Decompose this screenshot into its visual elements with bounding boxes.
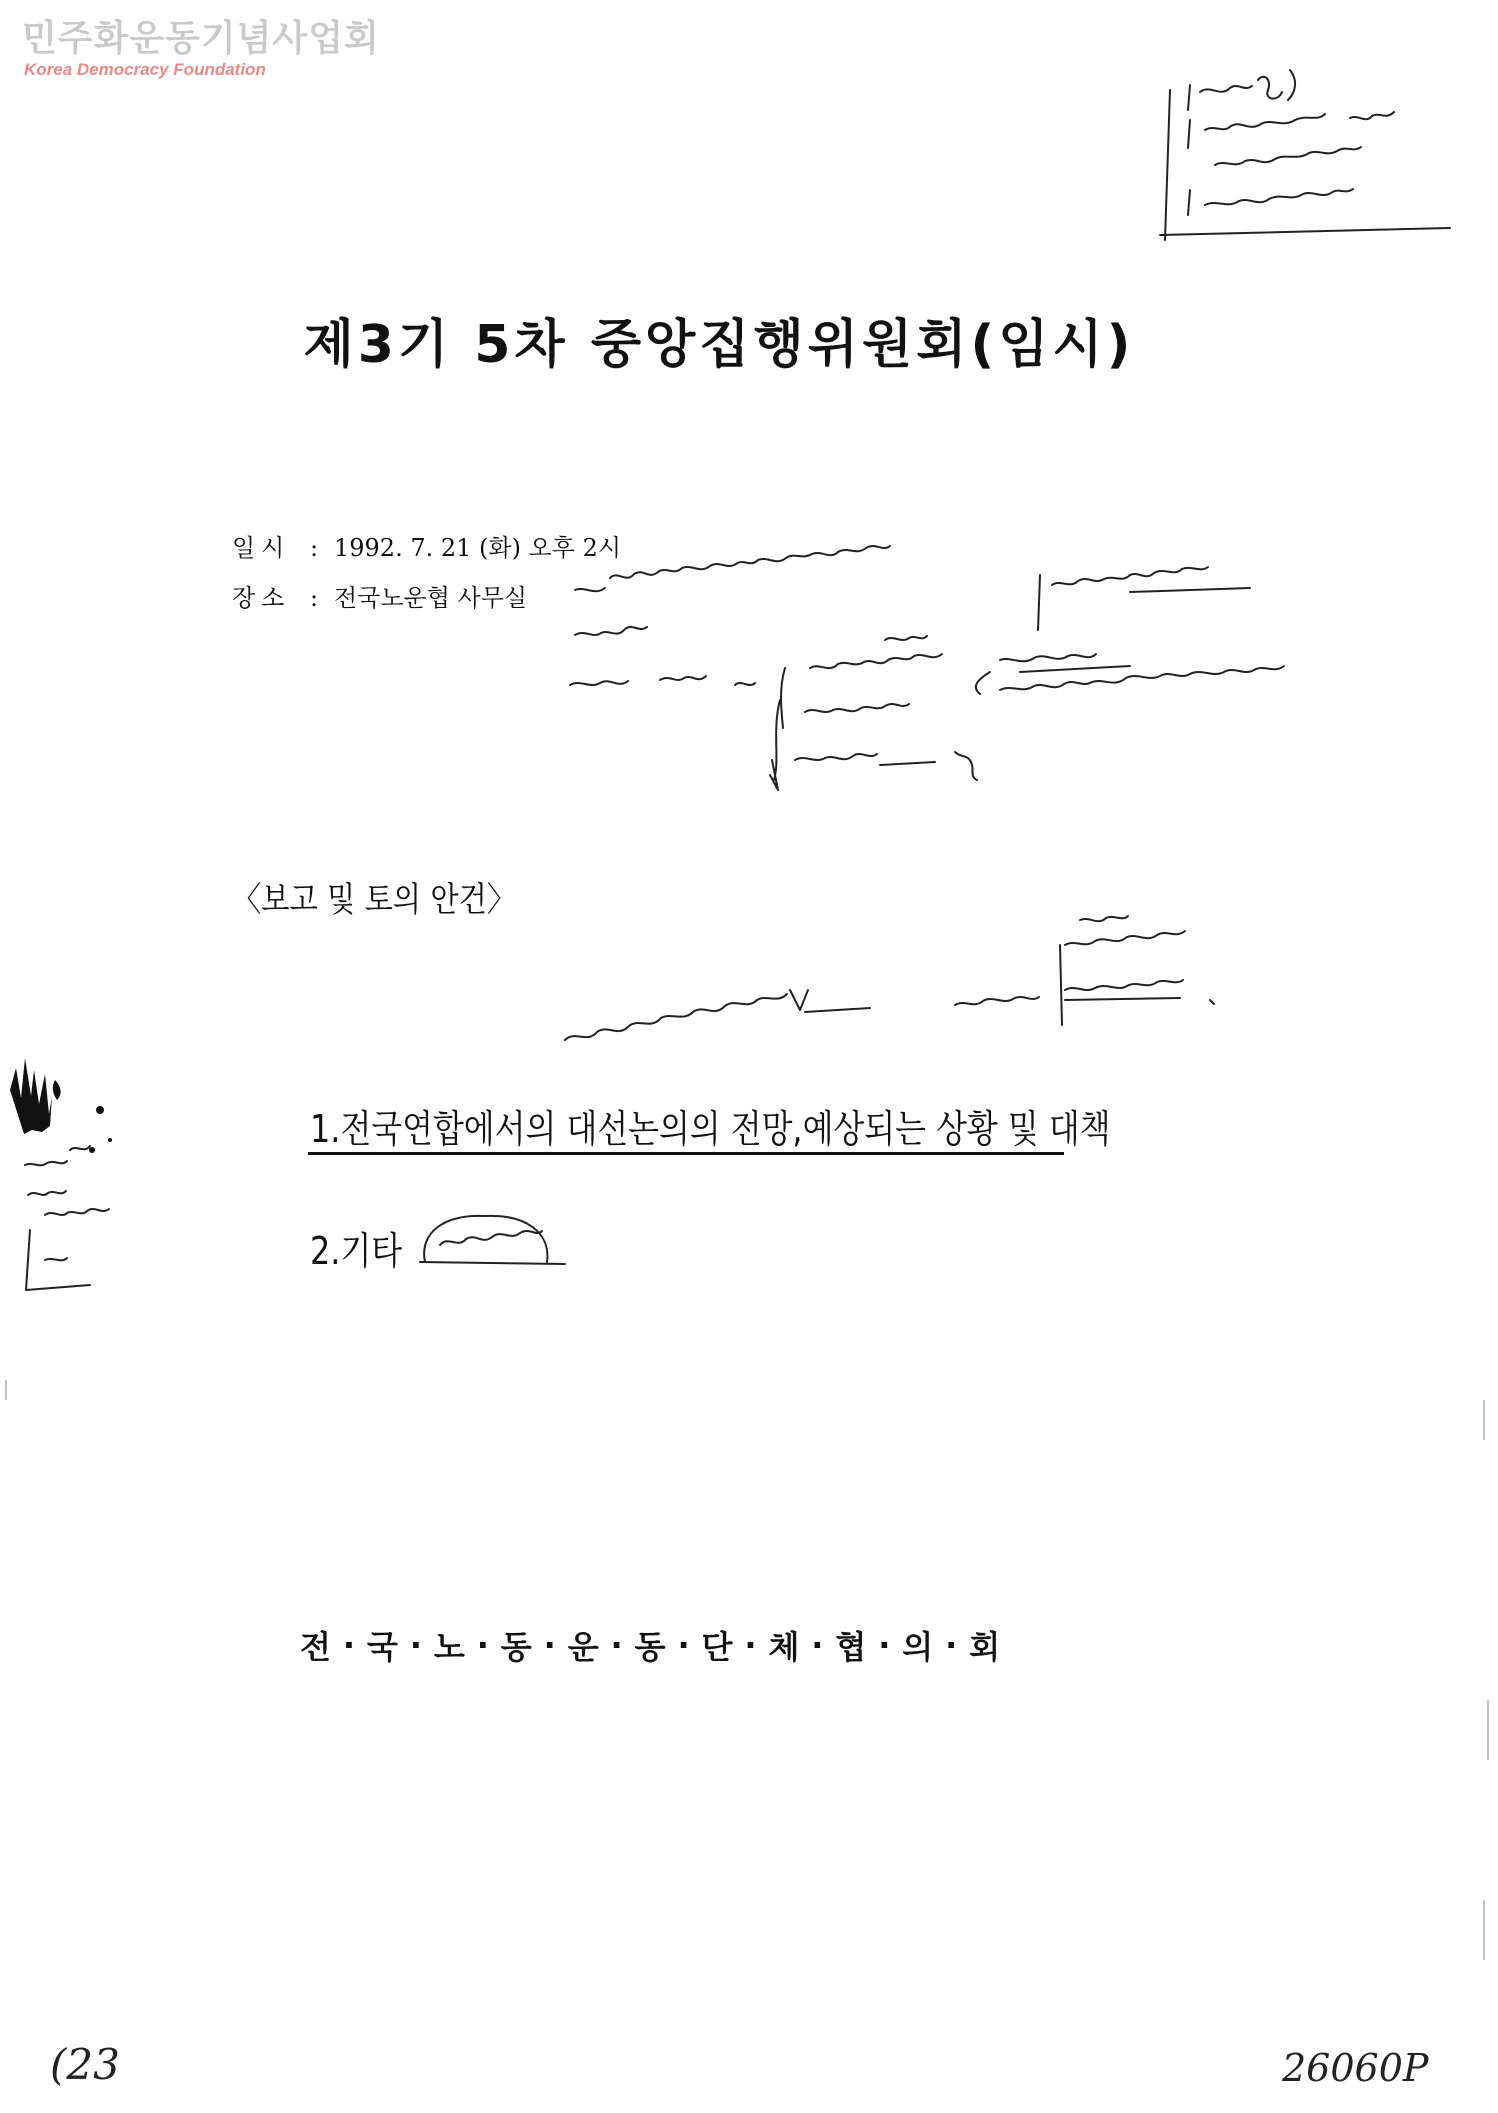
org-char: 의 bbox=[902, 1628, 936, 1666]
place-value: 전국노운협 사무실 bbox=[334, 584, 528, 612]
place-label: 장소 bbox=[232, 584, 291, 612]
middle-note bbox=[570, 627, 1284, 790]
org-char: 국 bbox=[366, 1628, 400, 1666]
ink-stain-icon bbox=[10, 1058, 112, 1153]
org-char: 회 bbox=[969, 1628, 1003, 1666]
top-right-note bbox=[1160, 70, 1450, 240]
org-char: 체 bbox=[768, 1628, 802, 1666]
date-value: 1992. 7. 21 (화) 오후 2시 bbox=[334, 534, 622, 562]
watermark-korean: 민주화운동기념사업회 bbox=[22, 18, 380, 59]
left-margin-note bbox=[25, 1146, 109, 1290]
agenda-item-2: 2.기타 bbox=[310, 1229, 403, 1273]
org-char: 운 bbox=[567, 1628, 601, 1666]
agenda-note-left bbox=[565, 990, 870, 1040]
agenda-item-1: 1.전국연합에서의 대선논의의 전망,예상되는 상황 및 대책 bbox=[310, 1107, 1111, 1151]
scan-edge-marks bbox=[6, 1380, 1488, 1960]
place-line-note bbox=[575, 546, 1250, 630]
meeting-place-row: 장소 : 전국노운협 사무실 bbox=[232, 578, 527, 613]
watermark-english: Korea Democracy Foundation bbox=[24, 60, 266, 79]
organization-name: 전 · 국 · 노 · 동 · 운 · 동 · 단 · 체 · 협 · 의 · 회 bbox=[300, 1622, 1002, 1668]
agenda-section-heading: 〈보고 및 토의 안건〉 bbox=[232, 880, 517, 920]
document-title: 제3기 5차 중앙집행위원회(임시) bbox=[303, 315, 1135, 375]
meeting-date-row: 일시 : 1992. 7. 21 (화) 오후 2시 bbox=[232, 528, 621, 563]
agenda-note-right bbox=[955, 916, 1214, 1025]
org-char: 노 bbox=[433, 1628, 467, 1666]
page-mark-bottom-left: (23 bbox=[50, 2040, 120, 2089]
org-char: 전 bbox=[300, 1628, 333, 1666]
date-label: 일시 bbox=[232, 534, 291, 562]
circled-note bbox=[420, 1216, 565, 1264]
org-char: 협 bbox=[835, 1628, 869, 1666]
page-mark-bottom-right: 26060P bbox=[1282, 2046, 1429, 2090]
org-char: 단 bbox=[701, 1628, 735, 1666]
org-char: 동 bbox=[634, 1628, 668, 1666]
org-char: 동 bbox=[500, 1628, 534, 1666]
